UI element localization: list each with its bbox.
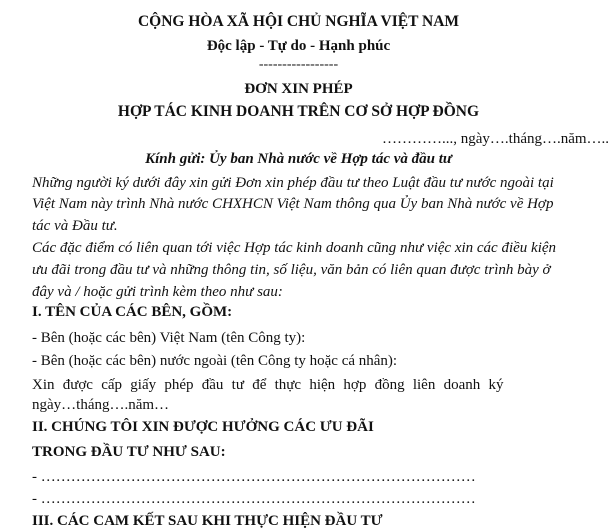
section-2-heading-continued: TRONG ĐẦU TƯ NHƯ SAU: bbox=[32, 444, 226, 460]
details-paragraph-line: ưu đãi trong đầu tư và những thông tin, số liệu, văn bản có liên quan được trình bày ở bbox=[32, 262, 551, 278]
national-motto: Độc lập - Tự do - Hạnh phúc bbox=[206, 38, 391, 54]
party-foreign-line: - Bên (hoặc các bên) nước ngoài (tên Công ty hoặc cá nhân): bbox=[32, 353, 398, 369]
fill-in-line: - …………………………………………………………………………… bbox=[32, 491, 476, 507]
details-paragraph-line: đây và / hoặc gửi trình kèm theo như sau: bbox=[32, 284, 283, 300]
recipient-line: Kính gửi: Ủy ban Nhà nước về Hợp tác và đầu tư bbox=[145, 151, 452, 167]
section-3-heading-cut: III. CÁC CAM KẾT SAU KHI THỰC HIỆN ĐẦU TƯ bbox=[32, 513, 383, 529]
intro-paragraph-line: tác và Đầu tư. bbox=[32, 218, 118, 234]
intro-paragraph-line: Những người ký dưới đây xin gửi Đơn xin phép đầu tư theo Luật đầu tư nước ngoài tại bbox=[32, 175, 554, 191]
date-line: …………..., ngày….tháng….năm….. bbox=[382, 131, 609, 147]
section-1-heading: I. TÊN CỦA CÁC BÊN, GỒM: bbox=[32, 304, 233, 320]
intro-paragraph-line: Việt Nam này trình Nhà nước CHXHCN Việt Nam thông qua Ủy ban Nhà nước về Hợp bbox=[32, 196, 554, 212]
details-paragraph-line: Các đặc điểm có liên quan tới việc Hợp tác kinh doanh cũng như việc xin các điều kiện bbox=[32, 240, 557, 256]
license-request-date-line: ngày…tháng….năm… bbox=[32, 397, 170, 413]
license-request-line: Xin được cấp giấy phép đầu tư để thực hiện hợp đồng liên doanh ký bbox=[32, 377, 504, 393]
fill-in-line: - …………………………………………………………………………… bbox=[32, 469, 476, 485]
document-title: ĐƠN XIN PHÉP bbox=[244, 81, 353, 97]
section-2-heading: II. CHÚNG TÔI XIN ĐƯỢC HƯỞNG CÁC ƯU ĐÃI bbox=[32, 419, 374, 435]
header-divider: ----------------- bbox=[258, 57, 339, 72]
document-subtitle: HỢP TÁC KINH DOANH TRÊN CƠ SỞ HỢP ĐỒNG bbox=[117, 103, 480, 120]
party-vietnam-line: - Bên (hoặc các bên) Việt Nam (tên Công ty): bbox=[32, 330, 306, 346]
national-name: CỘNG HÒA XÃ HỘI CHỦ NGHĨA VIỆT NAM bbox=[137, 13, 460, 30]
